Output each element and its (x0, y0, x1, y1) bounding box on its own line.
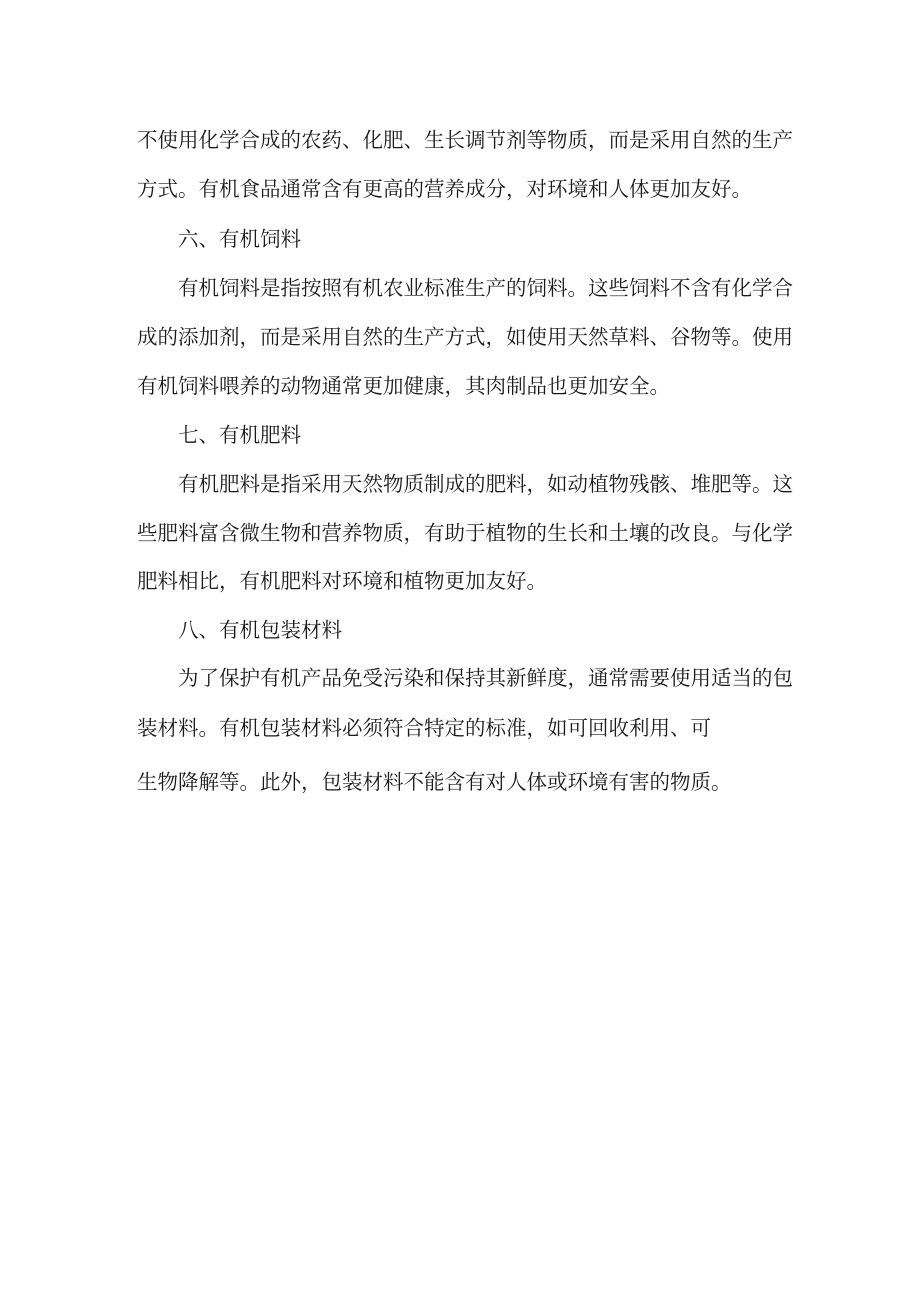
section-heading-fertilizer: 七、有机肥料 (178, 423, 301, 447)
section-heading-feed: 六、有机饲料 (178, 227, 301, 251)
body-text-line: 方式。有机食品通常含有更高的营养成分，对环境和人体更加友好。 (137, 177, 752, 201)
body-text-line: 有机饲料喂养的动物通常更加健康，其肉制品也更加安全。 (137, 374, 670, 398)
paragraph-first-line: 有机饲料是指按照有机农业标准生产的饲料。这些饲料不含有化学合 (178, 276, 793, 300)
body-text-line: 成的添加剂，而是采用自然的生产方式，如使用天然草料、谷物等。使用 (137, 325, 793, 349)
section-heading-packaging: 八、有机包装材料 (178, 618, 342, 642)
body-text-line: 些肥料富含微生物和营养物质，有助于植物的生长和土壤的改良。与化学 (137, 521, 793, 545)
paragraph-first-line: 为了保护有机产品免受污染和保持其新鲜度，通常需要使用适当的包 (178, 666, 793, 690)
body-text-line: 不使用化学合成的农药、化肥、生长调节剂等物质，而是采用自然的生产 (137, 128, 793, 152)
paragraph-first-line: 有机肥料是指采用天然物质制成的肥料，如动植物残骸、堆肥等。这 (178, 472, 793, 496)
body-text-line: 肥料相比，有机肥料对环境和植物更加友好。 (137, 569, 547, 593)
body-text-line: 装材料。有机包装材料必须符合特定的标准，如可回收利用、可 (137, 716, 711, 740)
body-text-line: 生物降解等。此外，包装材料不能含有对人体或环境有害的物质。 (137, 770, 732, 794)
